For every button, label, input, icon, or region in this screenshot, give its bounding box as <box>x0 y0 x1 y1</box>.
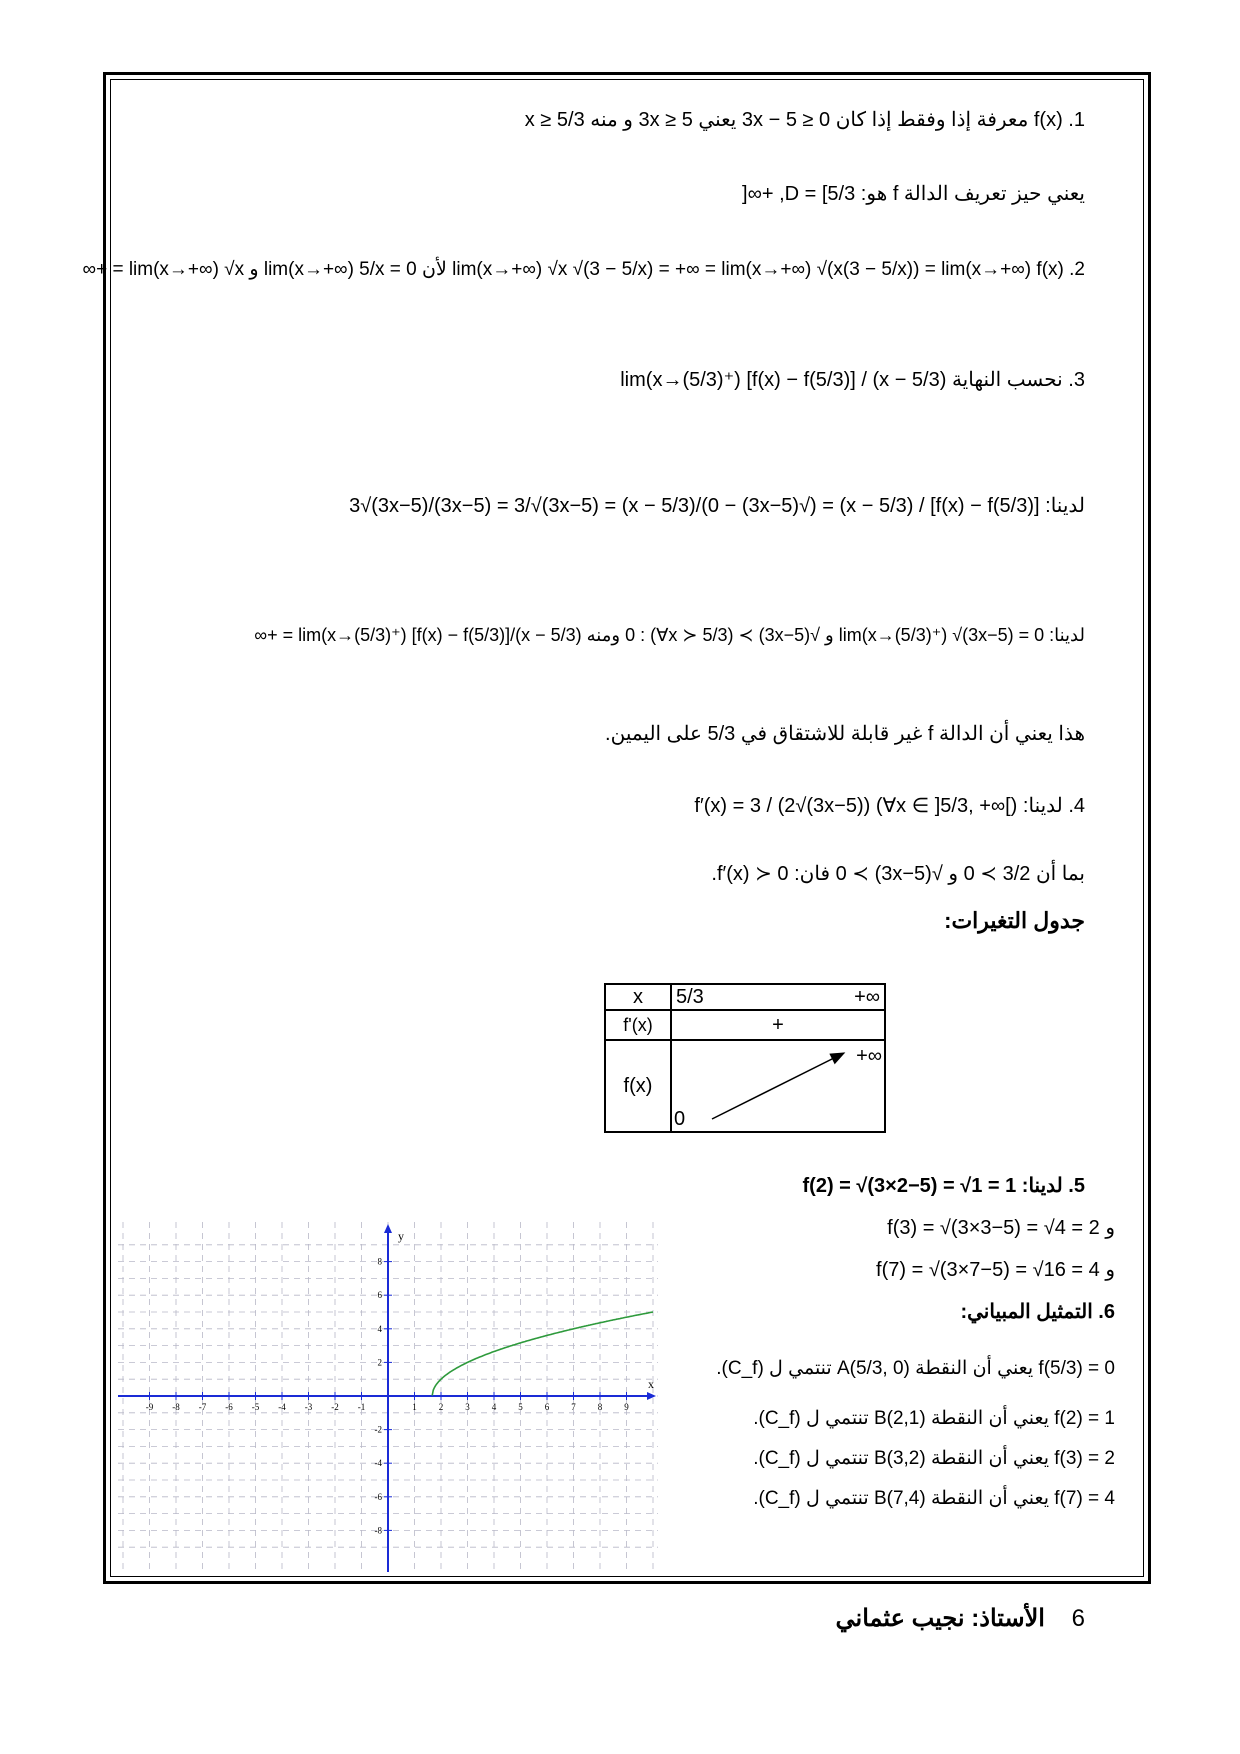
table-x-end: +∞ <box>854 985 880 1008</box>
x-tick-label: 3 <box>465 1402 470 1412</box>
line-3: 3. نحسب النهاية lim(x→(5/3)⁺) [f(x) − f(5/3)] / (x − 5/3) <box>620 369 1085 391</box>
line-6: 6. التمثيل المبياني: <box>960 1301 1115 1323</box>
x-tick-label: -3 <box>304 1402 313 1412</box>
line-3d: هذا يعني أن الدالة f غير قابلة للاشتقاق في 5/3 على اليمين. <box>605 723 1085 745</box>
variation-table <box>604 983 886 1133</box>
y-tick-label: -2 <box>374 1424 382 1435</box>
x-tick-label: 4 <box>491 1402 497 1412</box>
line-6c: f(3) = 2 يعني أن النقطة B(3,2) تنتمي ل (C_f). <box>753 1448 1115 1469</box>
line-5b: و f(3) = √(3×3−5) = √4 = 2 <box>887 1217 1115 1239</box>
y-tick-label: -4 <box>374 1458 382 1469</box>
table-f-bottom: 0 <box>674 1108 686 1130</box>
x-tick-label: -7 <box>198 1402 207 1412</box>
x-tick-label: 1 <box>412 1402 417 1412</box>
y-tick-label: 6 <box>377 1290 382 1301</box>
graph-axes <box>118 1224 656 1572</box>
variation-heading: جدول التغيرات: <box>944 908 1085 933</box>
line-3c: لدينا: lim(x→(5/3)⁺) √(3x−5) = 0 و √(3x−5) ≻ 0 : (∀x ≻ 5/3) ومنه lim(x→(5/3)⁺) [f(x) − f(5/3)]/(x − 5/3) = +∞ <box>254 625 1085 645</box>
line-5c: و f(7) = √(3×7−5) = √16 = 4 <box>876 1259 1115 1281</box>
x-tick-label: 6 <box>544 1402 550 1412</box>
table-x-label: x <box>605 984 671 1010</box>
table-derivative-sign: + <box>671 1010 885 1040</box>
y-tick-label: -6 <box>374 1491 382 1502</box>
line-3b: لدينا: [f(x) − f(5/3)] / (x − 5/3) = (√(3x−5) − 0)/(x − 5/3) = 3√(3x−5)/(3x−5) = 3/√(3x−5) <box>349 495 1085 517</box>
page-footer <box>836 1604 1085 1633</box>
table-derivative-label: f'(x) <box>605 1010 671 1040</box>
x-tick-label: 5 <box>518 1402 523 1412</box>
line-1b: يعني حيز تعريف الدالة f هو: D = [5/3, +∞[ <box>742 183 1085 205</box>
y-tick-label: 8 <box>377 1256 382 1267</box>
x-tick-label: 7 <box>571 1402 576 1412</box>
table-f-label: f(x) <box>605 1040 671 1132</box>
line-6b: f(2) = 1 يعني أن النقطة B(2,1) تنتمي ل (C_f). <box>753 1408 1115 1429</box>
increasing-arrow-icon <box>672 1041 872 1133</box>
line-6d: f(7) = 4 يعني أن النقطة B(7,4) تنتمي ل (C_f). <box>753 1488 1115 1509</box>
y-tick-label: 2 <box>377 1357 382 1368</box>
x-tick-label: -6 <box>225 1402 233 1412</box>
table-f-variation <box>671 1040 885 1132</box>
y-axis-arrow-icon <box>384 1224 392 1233</box>
y-axis-label: y <box>398 1229 404 1243</box>
table-x-start: 5/3 <box>676 985 704 1008</box>
line-2: 2. lim(x→+∞) √x √(3 − 5/x) = +∞ = lim(x→+∞) √(x(3 − 5/x)) = lim(x→+∞) f(x) لأن lim(x→+∞) 5/x = 0 و lim(x→+∞) √x = +∞ <box>82 259 1085 280</box>
x-tick-label: 2 <box>438 1402 444 1412</box>
x-tick-label: -8 <box>172 1402 180 1412</box>
curve-f <box>432 1312 653 1396</box>
table-x-values <box>671 984 885 1010</box>
y-tick-label: 4 <box>377 1323 382 1334</box>
x-tick-label: -1 <box>357 1402 366 1412</box>
y-tick-label: -8 <box>374 1525 382 1536</box>
page-number: 6 <box>1071 1605 1085 1632</box>
x-axis-label: x <box>648 1377 654 1391</box>
x-axis-arrow-icon <box>647 1392 656 1400</box>
x-tick-label: 8 <box>597 1402 603 1412</box>
x-tick-label: -4 <box>278 1402 286 1412</box>
line-4b: بما أن 3/2 ≻ 0 و √(3x−5) ≻ 0 فان: f′(x) ≻ 0. <box>711 863 1085 885</box>
table-f-top: +∞ <box>856 1045 882 1067</box>
line-5: 5. لدينا: f(2) = √(3×2−5) = √1 = 1 <box>802 1175 1085 1197</box>
line-1: 1. f(x) معرفة إذا وفقط إذا كان 3x − 5 ≥ 0 يعني 3x ≥ 5 و منه x ≥ 5/3 <box>524 109 1085 131</box>
x-tick-label: 9 <box>624 1402 629 1412</box>
line-6a: f(5/3) = 0 يعني أن النقطة A(5/3, 0) تنتمي ل (C_f). <box>716 1358 1115 1379</box>
x-tick-label: -9 <box>145 1402 154 1412</box>
author-name: الأستاذ: نجيب عثماني <box>835 1605 1045 1632</box>
line-4: 4. لدينا: f′(x) = 3 / (2√(3x−5)) (∀x ∈ ]5/3, +∞[) <box>694 795 1085 817</box>
x-tick-label: -2 <box>331 1402 339 1412</box>
x-tick-label: -5 <box>251 1402 260 1412</box>
function-graph <box>118 1222 658 1572</box>
